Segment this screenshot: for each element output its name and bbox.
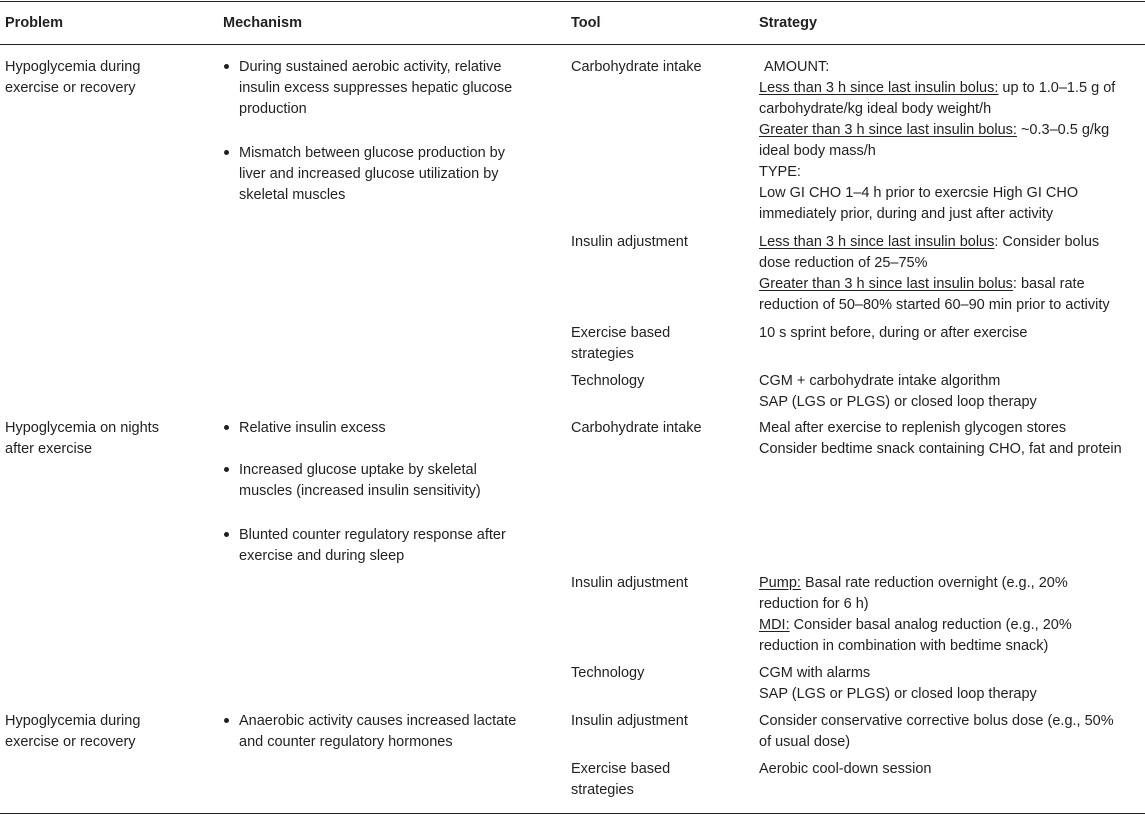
bullet-icon bbox=[224, 64, 229, 69]
mechanism-item: Relative insulin excess bbox=[224, 418, 386, 439]
problem-cell bbox=[5, 418, 159, 460]
bullet-icon bbox=[224, 718, 229, 723]
tool-cell: Carbohydrate intake bbox=[571, 420, 702, 436]
problem-line: exercise or recovery bbox=[5, 734, 136, 750]
column-header-tool: Tool bbox=[571, 15, 601, 31]
strategy-cell: Consider conservative corrective bolus dose (e.g., 50% of usual dose) bbox=[759, 713, 1114, 750]
problem-line: Hypoglycemia during bbox=[5, 59, 141, 75]
tool-cell: Technology bbox=[571, 665, 645, 681]
strategy-cell: Aerobic cool-down session bbox=[759, 761, 932, 777]
bullet-icon bbox=[224, 532, 229, 537]
mechanism-item: Blunted counter regulatory response after exercise and during sleep bbox=[224, 525, 506, 567]
problem-line: Hypoglycemia on nights bbox=[5, 420, 159, 436]
strategy-cell: Meal after exercise to replenish glycogen stores Consider bedtime snack containing CHO, fat and protein bbox=[759, 420, 1122, 457]
bullet-icon bbox=[224, 467, 229, 472]
problem-line: after exercise bbox=[5, 441, 93, 457]
problem-cell bbox=[5, 711, 140, 753]
tool-cell: Insulin adjustment bbox=[571, 234, 688, 250]
header-rule bbox=[0, 44, 1145, 45]
problem-cell bbox=[5, 57, 140, 99]
strategy-cell: CGM + carbohydrate intake algorithm SAP (LGS or PLGS) or closed loop therapy bbox=[759, 373, 1037, 410]
mechanism-item: Mismatch between glucose production by liver and increased glucose utilization by skeletal muscles bbox=[224, 143, 505, 206]
tool-cell: Exercise based strategies bbox=[571, 325, 671, 362]
table-bottom-rule bbox=[0, 813, 1145, 814]
mechanism-item: During sustained aerobic activity, relative insulin excess suppresses hepatic glucose production bbox=[224, 57, 512, 120]
table-top-rule bbox=[0, 1, 1145, 2]
bullet-icon bbox=[224, 425, 229, 430]
tool-cell: Exercise based strategies bbox=[571, 761, 671, 798]
column-header-strategy: Strategy bbox=[759, 15, 818, 31]
strategy-cell: CGM with alarms SAP (LGS or PLGS) or closed loop therapy bbox=[759, 665, 1037, 702]
tool-cell: Carbohydrate intake bbox=[571, 59, 702, 75]
column-header-mechanism: Mechanism bbox=[223, 15, 302, 31]
mechanism-item: Anaerobic activity causes increased lactate and counter regulatory hormones bbox=[224, 711, 516, 753]
tool-cell: Insulin adjustment bbox=[571, 713, 688, 729]
strategy-cell: Pump: Basal rate reduction overnight (e.g., 20% reduction for 6 h) MDI: Consider basal analog reduction (e.g., 20% reduction in combination with bedtime snack) bbox=[759, 575, 1072, 654]
tool-cell: Technology bbox=[571, 373, 645, 389]
problem-line: exercise or recovery bbox=[5, 80, 136, 96]
mechanism-item: Increased glucose uptake by skeletal muscles (increased insulin sensitivity) bbox=[224, 460, 481, 502]
column-header-problem: Problem bbox=[5, 15, 64, 31]
strategy-cell: AMOUNT: Less than 3 h since last insulin bolus: up to 1.0–1.5 g of carbohydrate/kg ideal body weight/h Greater than 3 h since last insulin bolus: ~0.3–0.5 g/kg ideal body mass/h TYPE: Low GI CHO 1–4 h prior to exercsie High GI CHO immediately prior, during and just after activity bbox=[759, 59, 1116, 222]
strategy-cell: 10 s sprint before, during or after exercise bbox=[759, 325, 1028, 341]
bullet-icon bbox=[224, 150, 229, 155]
tool-cell: Insulin adjustment bbox=[571, 575, 688, 591]
strategy-cell: Less than 3 h since last insulin bolus: Consider bolus dose reduction of 25–75% Greater than 3 h since last insulin bolus: basal rate reduction of 50–80% started 60–90 min prior to activity bbox=[759, 234, 1110, 313]
problem-line: Hypoglycemia during bbox=[5, 713, 141, 729]
